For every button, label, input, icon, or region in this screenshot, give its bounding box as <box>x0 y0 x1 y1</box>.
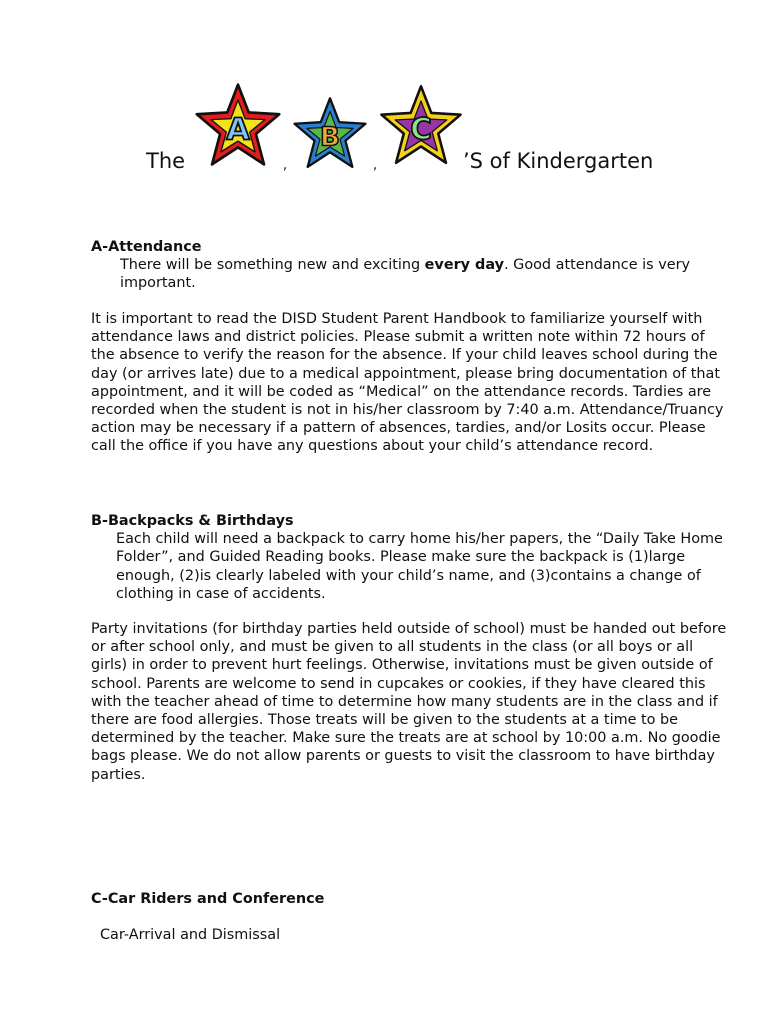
title-separator-1: , <box>283 158 288 173</box>
carriders-subheading: Car-Arrival and Dismissal <box>100 927 281 943</box>
birthday-paragraph: Party invitations (for birthday parties held outside of school) must be handed out before or after school only, and must be given to all students in the class (or all boys or all girls) in order to prevent hurt feelings. Otherwise, invitations must be given outside of school. Parents are welcome to send in cupcakes or cookies, if they have cleared this with the teacher ahead of time to determine how many students are in the class and if there are food allergies. Those treats will be given to the students at a time to be determined by the teacher. Make sure the treats are at school by 10:00 a.m. No goodie bags please. We do not allow parents or guests to visit the classroom to have birthday parties. <box>91 621 727 783</box>
attendance-policy-paragraph: It is important to read the DISD Student Parent Handbook to familiarize yourself with attendance laws and district policies. Please submit a written note within 72 hours of the absence to verify the reason for the absence. If your child leaves school during the day (or arrives late) due to a medical appointment, please bring documentation of that appointment, and it will be coded as “Medical” on the attendance records. Tardies are recorded when the student is not in his/her classroom by 7:40 a.m. Attendance/Truancy action may be necessary if a pattern of absences, tardies, and/or Losits occur. Please call the office if you have any questions about your child’s attendance record. <box>91 311 724 455</box>
attendance-section <box>91 238 731 293</box>
star-a-letter: A <box>226 112 250 148</box>
star-a-icon <box>193 82 283 168</box>
attendance-intro: There will be something new and exciting every day. Good attendance is very important. <box>120 257 690 292</box>
title-separator-2: , <box>373 158 378 173</box>
star-b-letter: B <box>320 122 340 153</box>
attendance-heading: A-Attendance <box>91 239 202 255</box>
star-c-letter: C <box>410 111 432 146</box>
backpacks-paragraph: Each child will need a backpack to carry home his/her papers, the “Daily Take Home Folder”, and Guided Reading books. Please make sure the backpack is (1)large enough, (2)is clearly labeled with your child’s name, and (3)contains a change of clothing in case of accidents. <box>116 531 723 602</box>
title-suffix: ’S of Kindergarten <box>463 149 654 173</box>
star-b-icon <box>288 96 372 170</box>
title-prefix: The <box>146 149 186 173</box>
carriders-section <box>91 890 731 908</box>
backpacks-heading: B-Backpacks & Birthdays <box>91 513 294 529</box>
carriders-subsection <box>91 926 731 944</box>
carriders-heading: C-Car Riders and Conference <box>91 891 325 907</box>
star-c-icon <box>378 83 464 167</box>
backpacks-section <box>91 512 731 603</box>
